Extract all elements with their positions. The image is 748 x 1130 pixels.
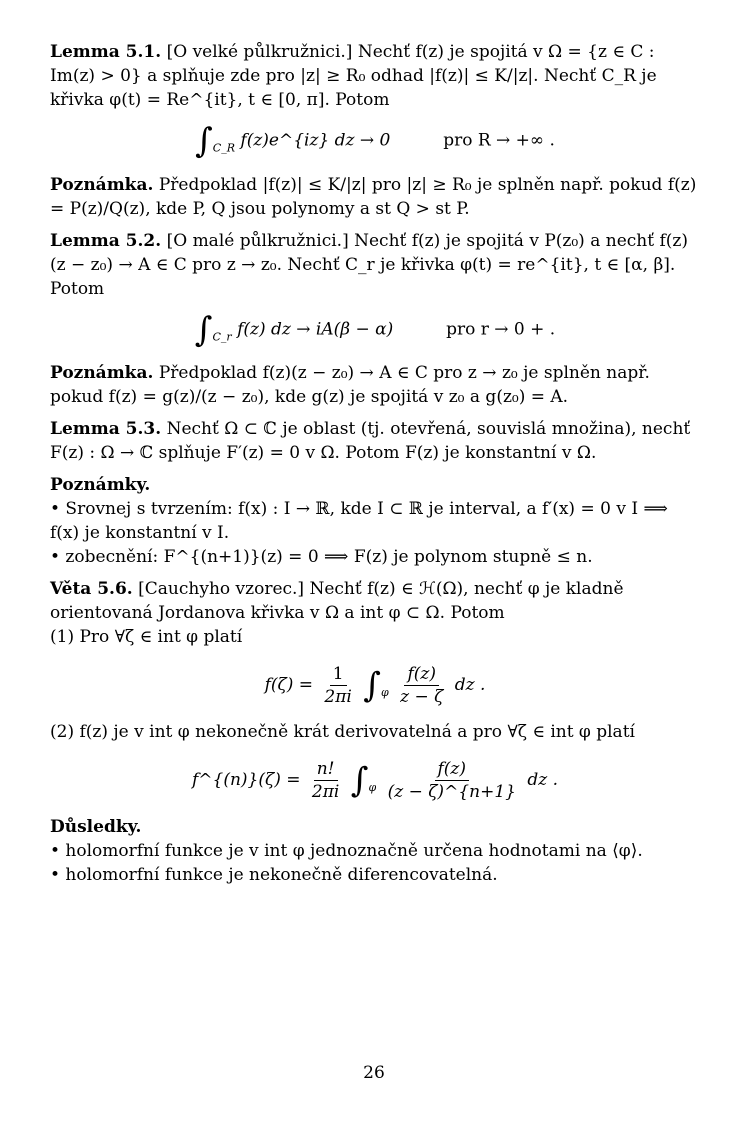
lemma-5-3-text: Nechť Ω ⊂ ℂ je oblast (tj. otevřená, souvislá množina), nechť F(z) : Ω → ℂ splňuje F′(z) = 0 v Ω. Potom F(z) je konstantní v Ω. bbox=[50, 419, 691, 463]
formula-lhs: f^{(n)}(ζ) = bbox=[191, 770, 301, 790]
formula-lhs: f(ζ) = bbox=[264, 675, 314, 695]
notes-heading: Poznámky. bbox=[50, 475, 151, 495]
note-1-text: Předpoklad |f(z)| ≤ K/|z| pro |z| ≥ R₀ je splněn např. pokud f(z) = P(z)/Q(z), kde P, Q jsou polynomy a st Q > st P. bbox=[50, 174, 697, 219]
lemma-5-1 bbox=[50, 40, 700, 112]
lemma-5-2-formula bbox=[50, 309, 700, 350]
fraction: $\frac{f(z)}{(z - \zeta)\^{}\{n+1\}}$ bbox=[387, 759, 516, 802]
integral-sign: ∫ bbox=[350, 760, 369, 801]
lemma-5-1-text: [O velké půlkružnici.] Nechť f(z) je spojitá v Ω = {z ∈ C : Im(z) > 0} a splňuje zde pro |z| ≥ R₀ odhad |f(z)| ≤ K/|z|. Nechť C_R je křivka φ(t) = Re^{it}, t ∈ [0, π]. Potom bbox=[50, 42, 657, 110]
integral-sign: ∫ bbox=[363, 665, 381, 706]
lemma-5-3 bbox=[50, 417, 700, 465]
fraction: $\frac{1}{2\pi i}$ bbox=[324, 664, 352, 707]
note-2-text: Předpoklad f(z)(z − z₀) → A ∈ C pro z → z₀ je splněn např. pokud f(z) = g(z)/(z − z₀), kde g(z) je spojitá v z₀ a g(z₀) = A. bbox=[50, 363, 650, 407]
note-2-label: Poznámka. bbox=[50, 363, 154, 383]
theorem-5-6-label: Věta 5.6. bbox=[50, 579, 133, 599]
integral-subscript: C_r bbox=[212, 330, 232, 343]
lemma-5-3-label: Lemma 5.3. bbox=[50, 419, 162, 439]
lemma-5-2 bbox=[50, 229, 700, 301]
integral-sign: ∫ bbox=[195, 121, 213, 161]
lemma-5-2-text: [O malé půlkružnici.] Nechť f(z) je spojitá v P(z₀) a nechť f(z)(z − z₀) → A ∈ C pro z → z₀. Nechť C_r je křivka φ(t) = re^{it}, t ∈ [α, β]. Potom bbox=[50, 230, 688, 299]
formula-condition: pro R → +∞ . bbox=[443, 130, 555, 151]
formula-tail: dz . bbox=[527, 770, 559, 790]
fraction: $\frac{f(z)}{z - \zeta}$ bbox=[400, 664, 444, 707]
lemma-5-1-formula bbox=[50, 121, 700, 161]
integral-sign: ∫ bbox=[194, 309, 213, 350]
note-1-label: Poznámka. bbox=[50, 174, 154, 195]
integral-subscript: C_R bbox=[212, 141, 235, 155]
cauchy-formula-1 bbox=[50, 663, 700, 708]
integral-subscript: φ bbox=[368, 781, 377, 794]
theorem-5-6 bbox=[50, 577, 700, 625]
page-content bbox=[50, 40, 700, 887]
fraction: $\frac{n!}{2\pi i}$ bbox=[311, 759, 340, 802]
consequences-item: • holomorfní funkce je v int φ jednoznačně určena hodnotami na ⟨φ⟩. bbox=[50, 841, 643, 861]
theorem-part-2: (2) f(z) je v int φ nekonečně krát derivovatelná a pro ∀ζ ∈ int φ platí bbox=[50, 722, 635, 742]
formula-body: f(z) dz → iA(β − α) bbox=[237, 319, 394, 339]
note-2 bbox=[50, 361, 700, 409]
notes-item: • zobecnění: F^{(n+1)}(z) = 0 ⟹ F(z) je polynom stupně ≤ n. bbox=[50, 547, 593, 567]
theorem-5-6-text: [Cauchyho vzorec.] Nechť f(z) ∈ ℋ(Ω), nechť φ je kladně orientovaná Jordanova křivka v Ω a int φ ⊂ Ω. Potom bbox=[50, 579, 624, 623]
notes-item: • Srovnej s tvrzením: f(x) : I → ℝ, kde I ⊂ ℝ je interval, a f′(x) = 0 v I ⟹ f(x) je konstantní v I. bbox=[50, 499, 668, 543]
theorem-part-1: (1) Pro ∀ζ ∈ int φ platí bbox=[50, 627, 243, 647]
formula-body: f(z)e^{iz} dz → 0 bbox=[240, 130, 391, 151]
note-1 bbox=[50, 173, 700, 221]
page-number: 26 bbox=[363, 1063, 385, 1083]
lemma-5-1-label: Lemma 5.1. bbox=[50, 42, 162, 62]
consequences-item: • holomorfní funkce je nekonečně diferencovatelná. bbox=[50, 865, 498, 885]
formula-tail: dz . bbox=[454, 675, 486, 695]
lemma-5-2-label: Lemma 5.2. bbox=[50, 230, 162, 251]
integral-subscript: φ bbox=[380, 686, 389, 699]
consequences-heading: Důsledky. bbox=[50, 817, 142, 837]
formula-condition: pro r → 0 + . bbox=[446, 319, 556, 339]
cauchy-formula-2 bbox=[50, 758, 700, 803]
